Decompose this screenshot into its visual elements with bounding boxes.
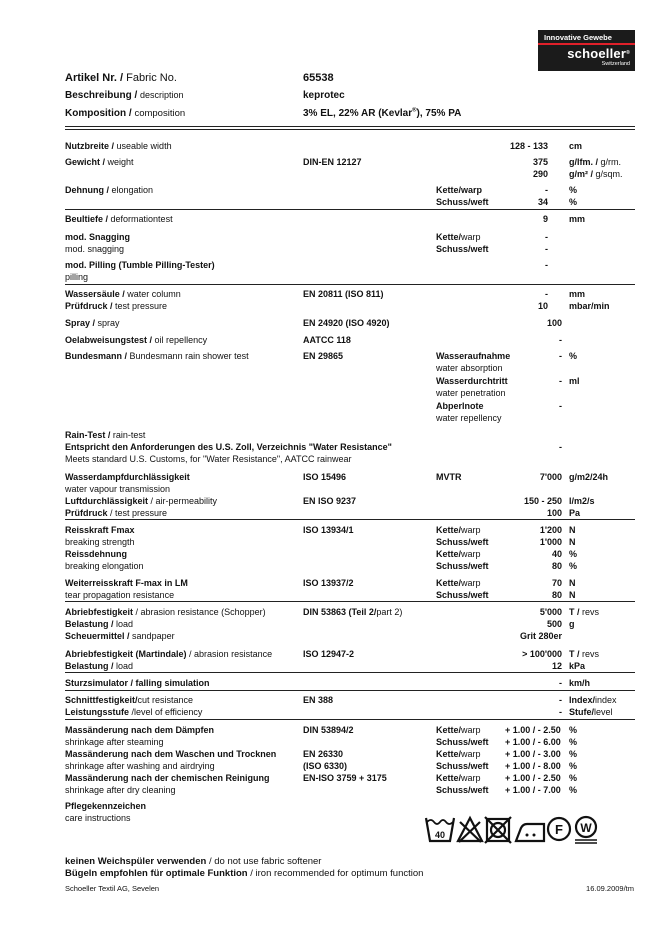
width-value: 128 - 133 xyxy=(509,141,548,151)
mvtr-value: 7'000 xyxy=(539,472,562,482)
composition-value: 3% EL, 22% AR (Kevlar®), 75% PA xyxy=(303,107,462,119)
shrinkage-washing-weft-unit: % xyxy=(569,761,578,771)
tear-weft-value: 80 xyxy=(551,590,562,600)
tear-warp-value: 70 xyxy=(551,578,562,588)
shrinkage-steaming-label-de: Massänderung nach dem Dämpfen xyxy=(65,725,215,735)
breaking-strength-label-de: Reisskraft Fmax xyxy=(65,525,135,535)
description-label: Beschreibung / description xyxy=(65,90,184,101)
shrinkage-steaming-label-en: shrinkage after steaming xyxy=(65,737,164,747)
water-column-unit: mm xyxy=(569,289,586,299)
water-absorption-label-de: Wasseraufnahme xyxy=(436,351,511,361)
shrinkage-drycleaning-standard: EN-ISO 3759 + 3175 xyxy=(303,773,387,783)
width-label: Nutzbreite / useable width xyxy=(65,141,172,151)
logo-tagline: Innovative Gewebe xyxy=(544,33,612,42)
abrasion-schopper-label: Abriebfestigkeit / abrasion resistance (Schopper) xyxy=(65,607,266,617)
snagging-label-en: mod. snagging xyxy=(65,244,125,254)
article-number: 65538 xyxy=(303,72,334,84)
section-rule xyxy=(65,672,635,673)
logo-red-bar xyxy=(538,43,635,45)
tear-weft-label: Schuss/weft xyxy=(436,590,489,600)
tear-warp-unit: N xyxy=(569,578,576,588)
breaking-weft-value: 1'000 xyxy=(539,537,562,547)
care-label-de: Pflegekennzeichen xyxy=(65,801,147,811)
tear-warp-label: Kette/warp xyxy=(436,578,481,588)
spray-value: 100 xyxy=(546,318,562,328)
water-penetration-label-en: water penetration xyxy=(436,388,506,398)
rain-test-requirement-de: Entspricht den Anforderungen des U.S. Zoll, Verzeichnis "Water Resistance" xyxy=(65,442,392,452)
schopper-load-unit: g xyxy=(569,619,575,629)
rain-test-label: Rain-Test / rain-test xyxy=(65,430,146,440)
air-permeability-unit: l/m2/s xyxy=(569,496,595,506)
elong-weft-label: Schuss/weft xyxy=(436,561,489,571)
weight-standard: DIN-EN 12127 xyxy=(303,157,362,167)
logo-country: Switzerland xyxy=(601,61,630,67)
shrinkage-steaming-weft-label: Schuss/weft xyxy=(436,737,489,747)
pilling-label-en: pilling xyxy=(65,272,89,282)
bundesmann-standard: EN 29865 xyxy=(303,351,344,361)
efficiency-label: Leistungsstufe /level of efficiency xyxy=(65,707,203,717)
shrinkage-drycleaning-warp-value: + 1.00 / - 2.50 xyxy=(505,773,561,783)
oil-standard: AATCC 118 xyxy=(303,335,351,345)
composition-label: Komposition / composition xyxy=(65,108,186,119)
shrinkage-washing-warp-value: + 1.00 / - 3.00 xyxy=(505,749,561,759)
shrinkage-washing-weft-value: + 1.00 / - 8.00 xyxy=(505,761,561,771)
abrasion-schopper-value: 5'000 xyxy=(539,607,562,617)
falling-simulation-unit: km/h xyxy=(569,678,591,688)
tear-label-de: Weiterreisskraft F-max in LM xyxy=(65,578,188,588)
water-column-label: Wassersäule / water column xyxy=(65,289,181,299)
water-repellency-label-en: water repellency xyxy=(436,413,502,423)
tear-weft-unit: N xyxy=(569,590,576,600)
schopper-load-value: 500 xyxy=(546,619,562,629)
cut-resistance-standard: EN 388 xyxy=(303,695,334,705)
header-double-rule xyxy=(65,126,635,130)
water-column-standard: EN 20811 (ISO 811) xyxy=(303,289,384,299)
shrinkage-drycleaning-weft-value: + 1.00 / - 7.00 xyxy=(505,785,561,795)
shrinkage-drycleaning-label-de: Massänderung nach der chemischen Reinigung xyxy=(65,773,270,783)
water-penetration-value: - xyxy=(559,376,562,386)
elongation-weft-label: Schuss/weft xyxy=(436,197,489,207)
air-permeability-value: 150 - 250 xyxy=(523,496,562,506)
weight-value-area: 290 xyxy=(532,169,548,179)
abrasion-martindale-value: > 100'000 xyxy=(522,649,562,659)
breaking-standard: ISO 13934/1 xyxy=(303,525,354,535)
pilling-value: - xyxy=(545,260,548,270)
elongation-warp-label: Kette/warp xyxy=(436,185,483,195)
air-permeability-label: Luftdurchlässigkeit / air-permeability xyxy=(65,496,218,506)
rain-test-requirement-en: Meets standard U.S. Customs, for "Water Resistance", AATCC rainwear xyxy=(65,454,352,464)
elong-weft-unit: % xyxy=(569,561,578,571)
footer-company: Schoeller Textil AG, Sevelen xyxy=(65,884,160,893)
shrinkage-washing-standard-2: (ISO 6330) xyxy=(303,761,348,771)
deformation-unit: mm xyxy=(569,214,586,224)
cut-resistance-unit: Index/index xyxy=(569,695,617,705)
elong-warp-label: Kette/warp xyxy=(436,549,481,559)
falling-simulation-label: Sturzsimulator / falling simulation xyxy=(65,678,210,688)
weight-value-linear: 375 xyxy=(532,157,548,167)
section-rule xyxy=(65,284,635,285)
abrasion-schopper-unit: T / revs xyxy=(569,607,600,617)
mvtr-standard: ISO 15496 xyxy=(303,472,347,482)
efficiency-unit: Stufe/level xyxy=(569,707,613,717)
shrinkage-steaming-warp-label: Kette/warp xyxy=(436,725,481,735)
section-rule xyxy=(65,209,635,210)
elongation-weft-unit: % xyxy=(569,197,578,207)
breaking-weft-label: Schuss/weft xyxy=(436,537,489,547)
abrasion-martindale-standard: ISO 12947-2 xyxy=(303,649,355,659)
shrinkage-drycleaning-weft-label: Schuss/weft xyxy=(436,785,489,795)
air-pressure-label: Prüfdruck / test pressure xyxy=(65,508,168,518)
air-pressure-value: 100 xyxy=(546,508,562,518)
test-pressure-label: Prüfdruck / test pressure xyxy=(65,301,168,311)
oil-value: - xyxy=(559,335,562,345)
weight-label: Gewicht / weight xyxy=(65,157,134,167)
logo-brand: schoeller® xyxy=(567,46,630,61)
test-pressure-unit: mbar/min xyxy=(569,301,610,311)
shrinkage-steaming-warp-unit: % xyxy=(569,725,578,735)
section-rule xyxy=(65,719,635,720)
breaking-warp-label: Kette/warp xyxy=(436,525,481,535)
air-permeability-standard: EN ISO 9237 xyxy=(303,496,357,506)
footer-date: 16.09.2009/tm xyxy=(586,884,634,893)
elongation-label: Dehnung / elongation xyxy=(65,185,154,195)
weight-unit-area: g/m² / g/sqm. xyxy=(569,169,623,179)
water-absorption-label-en: water absorption xyxy=(436,363,503,373)
pilling-label-de: mod. Pilling (Tumble Pilling-Tester) xyxy=(65,260,215,270)
shrinkage-washing-label-de: Massänderung nach dem Waschen und Trocknen xyxy=(65,749,277,759)
iron-note: Bügeln empfohlen für optimale Funktion / iron recommended for optimum function xyxy=(65,868,424,879)
svg-text:F: F xyxy=(555,822,563,837)
snagging-weft-value: - xyxy=(545,244,548,254)
abrasion-martindale-unit: T / revs xyxy=(569,649,600,659)
section-rule xyxy=(65,601,635,602)
water-absorption-value: - xyxy=(559,351,562,361)
iron-two-dots-icon xyxy=(516,824,544,841)
oil-label: Oelabweisungstest / oil repellency xyxy=(65,335,208,345)
snagging-warp-label: Kette/warp xyxy=(436,232,481,242)
breaking-strength-label-en: breaking strength xyxy=(65,537,135,547)
sandpaper-label: Scheuermittel / sandpaper xyxy=(65,631,175,641)
mvtr-unit: g/m2/24h xyxy=(569,472,609,482)
spray-label: Spray / spray xyxy=(65,318,120,328)
martindale-load-unit: kPa xyxy=(569,661,586,671)
dry-clean-f-icon xyxy=(548,818,570,840)
shrinkage-drycleaning-warp-label: Kette/warp xyxy=(436,773,481,783)
spray-standard: EN 24920 (ISO 4920) xyxy=(303,318,390,328)
martindale-load-value: 12 xyxy=(551,661,562,671)
svg-text:40: 40 xyxy=(434,830,446,840)
sandpaper-value: Grit 280er xyxy=(519,631,562,641)
mvtr-method: MVTR xyxy=(436,472,462,482)
shrinkage-washing-weft-label: Schuss/weft xyxy=(436,761,489,771)
care-label-en: care instructions xyxy=(65,813,131,823)
water-repellency-label-de: Abperlnote xyxy=(436,401,484,411)
breaking-weft-unit: N xyxy=(569,537,576,547)
breaking-warp-unit: N xyxy=(569,525,576,535)
martindale-load-label: Belastung / load xyxy=(65,661,134,671)
air-pressure-unit: Pa xyxy=(569,508,581,518)
abrasion-schopper-standard: DIN 53863 (Teil 2/part 2) xyxy=(303,607,403,617)
deformation-label: Beultiefe / deformationtest xyxy=(65,214,173,224)
shrinkage-steaming-weft-unit: % xyxy=(569,737,578,747)
elong-warp-value: 40 xyxy=(551,549,562,559)
shrinkage-washing-label-en: shrinkage after washing and airdrying xyxy=(65,761,215,771)
water-penetration-unit: ml xyxy=(569,376,580,386)
care-symbols xyxy=(424,814,604,844)
shrinkage-drycleaning-label-en: shrinkage after dry cleaning xyxy=(65,785,176,795)
no-tumble-dry-icon xyxy=(485,817,511,843)
section-rule xyxy=(65,519,635,520)
water-absorption-unit: % xyxy=(569,351,578,361)
snagging-warp-value: - xyxy=(545,232,548,242)
cut-resistance-value: - xyxy=(559,695,562,705)
weight-unit-linear: g/lfm. / g/rm. xyxy=(569,157,622,167)
article-label: Artikel Nr. / Fabric No. xyxy=(65,72,177,84)
shrinkage-washing-warp-unit: % xyxy=(569,749,578,759)
description-value: keprotec xyxy=(303,90,345,101)
tear-standard: ISO 13937/2 xyxy=(303,578,354,588)
elong-warp-unit: % xyxy=(569,549,578,559)
softener-note: keinen Weichspüler verwenden / do not use fabric softener xyxy=(65,856,322,867)
test-pressure-value: 10 xyxy=(537,301,548,311)
water-repellency-value: - xyxy=(559,401,562,411)
shrinkage-steaming-standard: DIN 53894/2 xyxy=(303,725,354,735)
water-penetration-label-de: Wasserdurchtritt xyxy=(436,376,508,386)
bundesmann-label: Bundesmann / Bundesmann rain shower test xyxy=(65,351,249,361)
deformation-value: 9 xyxy=(542,214,548,224)
section-rule xyxy=(65,690,635,691)
elongation-warp-value: - xyxy=(545,185,548,195)
water-column-value: - xyxy=(545,289,548,299)
tear-label-en: tear propagation resistance xyxy=(65,590,175,600)
snagging-weft-label: Schuss/weft xyxy=(436,244,489,254)
breaking-warp-value: 1'200 xyxy=(539,525,562,535)
no-bleach-icon xyxy=(458,818,482,842)
mvtr-label-de: Wasserdampfdurchlässigkeit xyxy=(65,472,190,482)
shrinkage-steaming-warp-value: + 1.00 / - 2.50 xyxy=(505,725,561,735)
breaking-elongation-label-de: Reissdehnung xyxy=(65,549,128,559)
shrinkage-washing-standard: EN 26330 xyxy=(303,749,344,759)
elong-weft-value: 80 xyxy=(551,561,562,571)
falling-simulation-value: - xyxy=(559,678,562,688)
snagging-label-de: mod. Snagging xyxy=(65,232,130,242)
shrinkage-drycleaning-weft-unit: % xyxy=(569,785,578,795)
wet-clean-w-icon xyxy=(575,817,597,843)
shrinkage-drycleaning-warp-unit: % xyxy=(569,773,578,783)
rain-test-value: - xyxy=(559,442,562,452)
mvtr-label-en: water vapour transmission xyxy=(65,484,171,494)
elongation-weft-value: 34 xyxy=(537,197,548,207)
width-unit: cm xyxy=(569,141,583,151)
elongation-warp-unit: % xyxy=(569,185,578,195)
shrinkage-steaming-weft-value: + 1.00 / - 6.00 xyxy=(505,737,561,747)
breaking-elongation-label-en: breaking elongation xyxy=(65,561,144,571)
efficiency-value: - xyxy=(559,707,562,717)
schopper-load-label: Belastung / load xyxy=(65,619,134,629)
svg-text:W: W xyxy=(580,821,592,835)
cut-resistance-label: Schnittfestigkeit/cut resistance xyxy=(65,695,194,705)
schoeller-logo xyxy=(538,30,635,71)
shrinkage-washing-warp-label: Kette/warp xyxy=(436,749,481,759)
abrasion-martindale-label: Abriebfestigkeit (Martindale) / abrasion resistance xyxy=(65,649,273,659)
